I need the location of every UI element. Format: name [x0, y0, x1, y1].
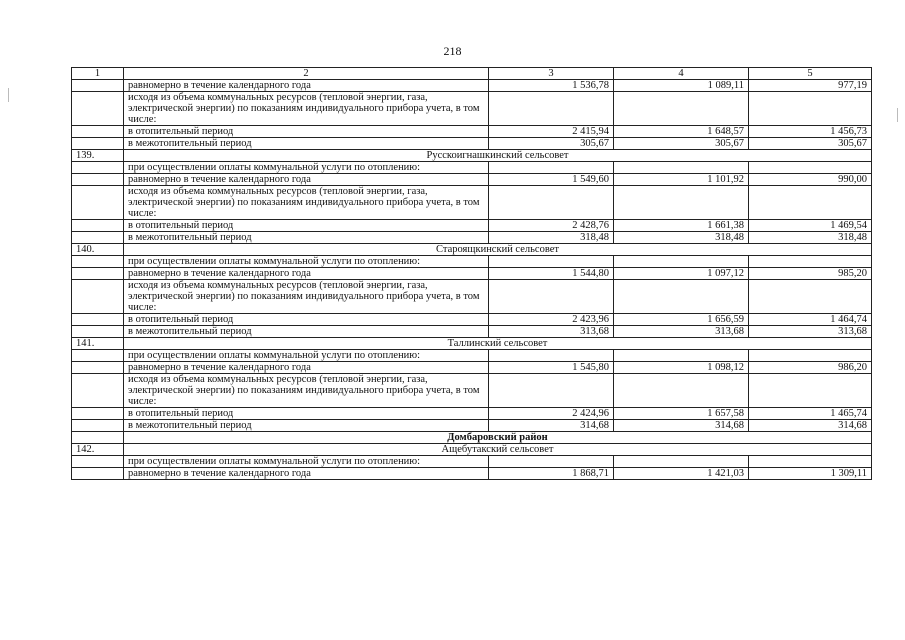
row-label: в межотопительный период [124, 420, 489, 432]
row-number [72, 362, 124, 374]
table-row [72, 338, 872, 350]
value-cell-v5 [749, 280, 872, 314]
value-cell-v3 [489, 186, 614, 220]
row-number [72, 92, 124, 126]
row-label: равномерно в течение календарного года [124, 362, 489, 374]
value-cell-v3: 2 424,96 [489, 408, 614, 420]
row-label: при осуществлении оплаты коммунальной услуги по отоплению: [124, 162, 489, 174]
row-number [72, 256, 124, 268]
row-number [72, 374, 124, 408]
value-cell-v4: 1 097,12 [614, 268, 749, 280]
value-cell-v5 [749, 350, 872, 362]
row-number [72, 232, 124, 244]
value-cell-v4: 314,68 [614, 420, 749, 432]
value-cell-v3: 2 428,76 [489, 220, 614, 232]
row-label: в отопительный период [124, 314, 489, 326]
value-cell-v5: 1 309,11 [749, 468, 872, 480]
row-number [72, 326, 124, 338]
value-cell-v3: 1 544,80 [489, 268, 614, 280]
page-number: 218 [443, 44, 462, 58]
value-cell-v3: 1 868,71 [489, 468, 614, 480]
row-number [72, 350, 124, 362]
table-row [72, 456, 872, 468]
row-label: исходя из объема коммунальных ресурсов (тепловой энергии, газа, электрической энергии) по показаниям индивидуального прибора учета, в том числе: [124, 186, 489, 220]
value-cell-v3: 305,67 [489, 138, 614, 150]
settlement-heading: Ащебутакский сельсовет [124, 444, 872, 456]
row-number [72, 80, 124, 92]
row-number: 141. [72, 338, 124, 350]
header-cell-5: 5 [749, 68, 872, 80]
table-row [72, 432, 872, 444]
row-label: исходя из объема коммунальных ресурсов (тепловой энергии, газа, электрической энергии) по показаниям индивидуального прибора учета, в том числе: [124, 374, 489, 408]
value-cell-v4: 1 089,11 [614, 80, 749, 92]
value-cell-v5: 314,68 [749, 420, 872, 432]
table-row [72, 268, 872, 280]
table-row [72, 138, 872, 150]
row-label: при осуществлении оплаты коммунальной услуги по отоплению: [124, 256, 489, 268]
row-label: в межотопительный период [124, 326, 489, 338]
settlement-heading: Староящкинский сельсовет [124, 244, 872, 256]
table-row [72, 80, 872, 92]
value-cell-v5: 1 456,73 [749, 126, 872, 138]
table-row [72, 244, 872, 256]
row-number [72, 138, 124, 150]
row-number: 139. [72, 150, 124, 162]
row-label: в отопительный период [124, 408, 489, 420]
value-cell-v3 [489, 162, 614, 174]
header-cell-4: 4 [614, 68, 749, 80]
table-row [72, 350, 872, 362]
table-row [72, 314, 872, 326]
value-cell-v5: 305,67 [749, 138, 872, 150]
value-cell-v3 [489, 456, 614, 468]
value-cell-v3: 313,68 [489, 326, 614, 338]
scan-mark-left [8, 88, 9, 102]
value-cell-v5: 1 464,74 [749, 314, 872, 326]
value-cell-v5 [749, 186, 872, 220]
value-cell-v4: 1 648,57 [614, 126, 749, 138]
table-row [72, 420, 872, 432]
value-cell-v3: 314,68 [489, 420, 614, 432]
row-label: равномерно в течение календарного года [124, 80, 489, 92]
row-label: исходя из объема коммунальных ресурсов (тепловой энергии, газа, электрической энергии) по показаниям индивидуального прибора учета, в том числе: [124, 92, 489, 126]
row-number [72, 186, 124, 220]
table-row [72, 468, 872, 480]
row-number [72, 174, 124, 186]
value-cell-v5: 1 469,54 [749, 220, 872, 232]
value-cell-v3: 1 545,80 [489, 362, 614, 374]
value-cell-v5: 986,20 [749, 362, 872, 374]
value-cell-v3 [489, 350, 614, 362]
row-label: равномерно в течение календарного года [124, 268, 489, 280]
value-cell-v4 [614, 256, 749, 268]
row-label: исходя из объема коммунальных ресурсов (тепловой энергии, газа, электрической энергии) по показаниям индивидуального прибора учета, в том числе: [124, 280, 489, 314]
row-number [72, 468, 124, 480]
row-number [72, 456, 124, 468]
row-label: в межотопительный период [124, 138, 489, 150]
table-row [72, 162, 872, 174]
table-row [72, 186, 872, 220]
value-cell-v5 [749, 456, 872, 468]
value-cell-v4: 313,68 [614, 326, 749, 338]
table-row [72, 150, 872, 162]
value-cell-v5 [749, 256, 872, 268]
table-row [72, 232, 872, 244]
header-cell-1: 1 [72, 68, 124, 80]
table-row [72, 220, 872, 232]
value-cell-v5: 313,68 [749, 326, 872, 338]
row-label: при осуществлении оплаты коммунальной услуги по отоплению: [124, 350, 489, 362]
value-cell-v3 [489, 256, 614, 268]
row-number [72, 220, 124, 232]
row-number [72, 408, 124, 420]
value-cell-v4: 305,67 [614, 138, 749, 150]
value-cell-v3: 1 536,78 [489, 80, 614, 92]
row-label: в межотопительный период [124, 232, 489, 244]
value-cell-v3: 318,48 [489, 232, 614, 244]
value-cell-v4: 1 098,12 [614, 362, 749, 374]
value-cell-v4 [614, 456, 749, 468]
value-cell-v4: 1 661,38 [614, 220, 749, 232]
value-cell-v5: 985,20 [749, 268, 872, 280]
value-cell-v3 [489, 374, 614, 408]
table-row [72, 280, 872, 314]
value-cell-v5: 318,48 [749, 232, 872, 244]
table-row [72, 374, 872, 408]
value-cell-v3 [489, 92, 614, 126]
row-number [72, 420, 124, 432]
table-row [72, 362, 872, 374]
row-label: в отопительный период [124, 220, 489, 232]
row-number [72, 280, 124, 314]
header-cell-3: 3 [489, 68, 614, 80]
table-row [72, 326, 872, 338]
value-cell-v3: 1 549,60 [489, 174, 614, 186]
table-row [72, 126, 872, 138]
value-cell-v4 [614, 162, 749, 174]
row-number [72, 432, 124, 444]
header-row [72, 68, 872, 80]
value-cell-v4: 1 421,03 [614, 468, 749, 480]
value-cell-v4: 318,48 [614, 232, 749, 244]
row-number [72, 126, 124, 138]
table-row [72, 174, 872, 186]
value-cell-v3: 2 415,94 [489, 126, 614, 138]
tariff-table [71, 67, 872, 480]
value-cell-v5: 990,00 [749, 174, 872, 186]
value-cell-v4: 1 657,58 [614, 408, 749, 420]
value-cell-v4 [614, 350, 749, 362]
table-row [72, 92, 872, 126]
value-cell-v4 [614, 280, 749, 314]
table-row [72, 408, 872, 420]
row-label: при осуществлении оплаты коммунальной услуги по отоплению: [124, 456, 489, 468]
value-cell-v5 [749, 92, 872, 126]
settlement-heading: Русскоигнашкинский сельсовет [124, 150, 872, 162]
value-cell-v5: 1 465,74 [749, 408, 872, 420]
value-cell-v4: 1 101,92 [614, 174, 749, 186]
value-cell-v5 [749, 374, 872, 408]
row-number: 140. [72, 244, 124, 256]
row-number: 142. [72, 444, 124, 456]
row-number [72, 162, 124, 174]
district-heading: Домбаровский район [124, 432, 872, 444]
scan-mark-right [897, 108, 898, 122]
row-label: равномерно в течение календарного года [124, 468, 489, 480]
header-cell-2: 2 [124, 68, 489, 80]
value-cell-v3 [489, 280, 614, 314]
row-number [72, 268, 124, 280]
value-cell-v4 [614, 374, 749, 408]
value-cell-v4: 1 656,59 [614, 314, 749, 326]
value-cell-v4 [614, 92, 749, 126]
row-label: в отопительный период [124, 126, 489, 138]
row-number [72, 314, 124, 326]
value-cell-v3: 2 423,96 [489, 314, 614, 326]
row-label: равномерно в течение календарного года [124, 174, 489, 186]
value-cell-v4 [614, 186, 749, 220]
table-row [72, 444, 872, 456]
table-row [72, 256, 872, 268]
settlement-heading: Таллинский сельсовет [124, 338, 872, 350]
value-cell-v5: 977,19 [749, 80, 872, 92]
value-cell-v5 [749, 162, 872, 174]
